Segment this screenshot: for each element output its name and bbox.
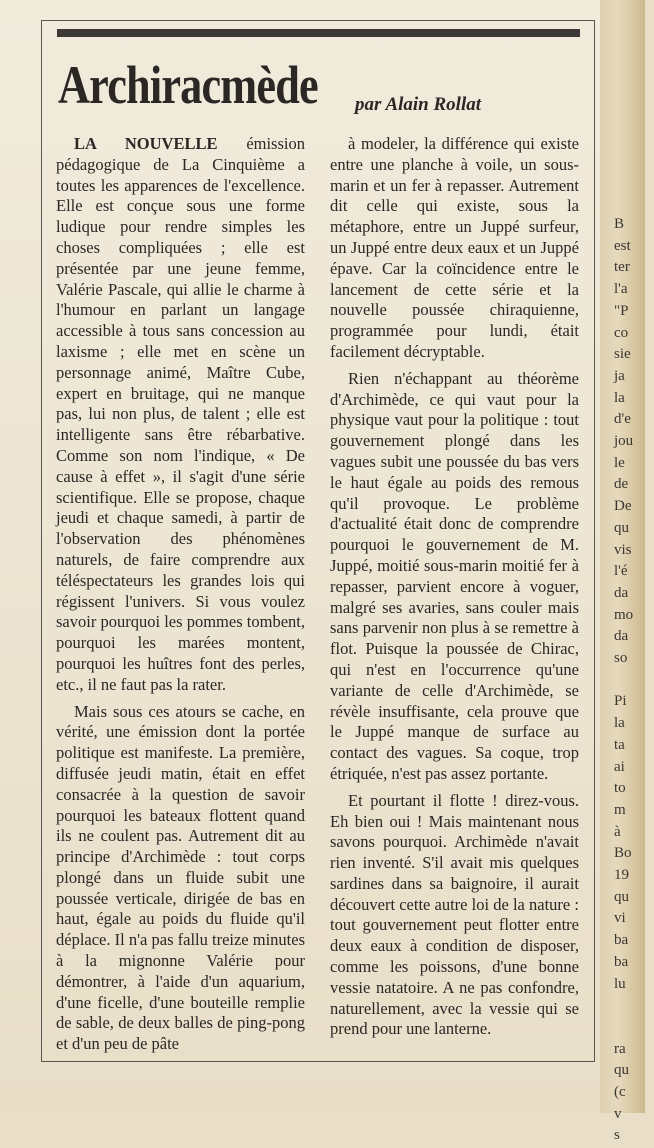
fragment-line: le — [614, 454, 625, 471]
fragment-line: ter — [614, 259, 630, 276]
paragraph — [56, 134, 305, 696]
fragment-line: qu — [614, 1062, 629, 1079]
article-byline: par Alain Rollat — [355, 94, 481, 115]
fragment-line: da — [614, 584, 629, 601]
fragment-line: ba — [614, 932, 629, 949]
fragment-line: Pi — [614, 693, 627, 710]
fragment-line: B — [614, 216, 625, 232]
fragment-line: da — [614, 628, 629, 645]
fragment-line: d'e — [614, 411, 631, 428]
fragment-line: la — [614, 389, 625, 406]
fragment-line: (c — [614, 1084, 626, 1100]
fragment-line: co — [614, 324, 629, 341]
article-column-2 — [330, 134, 579, 1040]
fragment-line: to — [614, 780, 626, 797]
fragment-line: ra — [614, 1040, 626, 1057]
fragment-line: vi — [614, 910, 626, 927]
article-title: Archiracmède — [58, 55, 318, 115]
paragraph: Rien n'échappant au théorème d'Archimède, ce qui vaut pour la physique vaut pour la politique : tout gouvernement plongé dans les vagues subit une poussée du bas vers le haut égale au poids des remous qu'il provoque. Le problème d'actualité était donc de comprendre pourquoi le gouvernement de M. Juppé, moitié sous-marin moitié fer à repasser, parvient encore à voguer, malgré ses avaries, sans couler mais sans parvenir non plus à se remettre à flot. Puisque la poussée de Chirac, qui n'est en l'occurrence qu'une variante de celle d'Archimède, se révèle insuffisante, cela prouve que le Juppé manque de surface au contact des vagues. Sa coque, trop étriquée, n'est pas assez portante. — [330, 368, 579, 783]
fragment-line: lu — [614, 975, 626, 992]
fragment-line: sie — [614, 346, 631, 363]
fragment-line: ta — [614, 736, 625, 753]
fragment-line: mo — [614, 606, 634, 623]
fragment-line: la — [614, 715, 625, 732]
fragment-line: jou — [614, 433, 634, 449]
fragment-line: l'a — [614, 281, 628, 298]
fragment-line: ja — [614, 367, 625, 384]
top-rule — [57, 29, 580, 37]
paragraph: Mais sous ces atours se cache, en vérité, une émission dont la portée politique est manifeste. La première, diffusée jeudi matin, était en effet consacrée à la question de savoir pourquoi les bateaux flottent quand ils ne coulent pas. Autrement dit au principe d'Archimède : tout corps plongé dans un fluide subit une poussée verticale, dirigée de bas en haut, égale au poids du fluide qu'il déplace. Il n'a pas fallu treize minutes à la mignonne Valérie pour démontrer, à l'aide d'un aquarium, d'une ficelle, d'une bouteille remplie de sable, de deux balles de ping-pong et d'un peu de pâte — [56, 701, 305, 1054]
fragment-line: De — [614, 498, 632, 515]
article-column-1 — [56, 134, 305, 1055]
lead-in: LA NOUVELLE — [74, 134, 218, 153]
fragment-line: 19 — [614, 867, 629, 883]
fragment-line: qu — [614, 888, 629, 905]
fragment-line: est — [614, 237, 631, 254]
fragment-line: à — [614, 823, 621, 840]
paragraph-text: émission pédagogique de La Cinquième a toutes les apparences de l'excellence. Elle est conçue sous une forme ludique pour rendre simples les choses compliquées ; elle est présentée par une jeune femme, Valérie Pascale, qui allie le charme à l'humour en parlant un langage accessible à tous sans concession au laxisme ; elle met en scène un personnage animé, Maître Cube, expert en bruitage, qui ne manque pas, lui non plus, de talent ; elle est intelligente sans être rébarbative. Comme son nom l'indique, « De cause à effet », il s'agit d'une série scientifique. Elle se propose, chaque jeudi et chaque samedi, à partir de l'observation des phénomènes naturels, de faire comprendre aux téléspectateurs les grandes lois qui régissent l'univers. Si vous voulez savoir pourquoi les pommes tombent, pourquoi les marées montent, pourquoi les huîtres font des perles, etc., il ne faut pas la rater. — [56, 134, 305, 694]
fragment-line: Bo — [614, 845, 632, 862]
paragraph: à modeler, la différence qui existe entre une planche à voile, un sous-marin et un fer à repasser. Autrement dit celle qui existe, sous la métaphore, entre un Juppé surfeur, un Juppé entre deux eaux et un Juppé épave. Car la coïncidence entre le lancement de cette série et la nouvelle poussée chiraquienne, programmée pour lundi, était facilement décryptable. — [330, 134, 579, 361]
fragment-line: s — [614, 1127, 620, 1144]
fragment-line: so — [614, 650, 628, 666]
fragment-line: ba — [614, 953, 629, 970]
fragment-line: vis — [614, 541, 632, 558]
fragment-line: "P — [614, 302, 629, 319]
fragment-line: l'é — [614, 563, 628, 580]
fragment-line: qu — [614, 519, 629, 536]
adjacent-column-fragment — [600, 0, 645, 1144]
fragment-line: m — [614, 801, 626, 818]
fragment-line: ai — [614, 758, 625, 775]
fragment-line: v — [614, 1105, 622, 1122]
fragment-line: de — [614, 476, 629, 493]
paragraph: Et pourtant il flotte ! direz-vous. Eh bien oui ! Mais maintenant nous savons pourquoi. Archimède n'avait rien inventé. S'il avait mis quelques sardines dans sa baignoire, il aurait découvert cette autre loi de la nature : tout gouvernement peut flotter entre deux eaux à condition de disposer, comme les poissons, d'une bonne vessie natatoire. A ne pas confondre, naturellement, avec la vessie qui se prend pour une lanterne. — [330, 790, 579, 1039]
